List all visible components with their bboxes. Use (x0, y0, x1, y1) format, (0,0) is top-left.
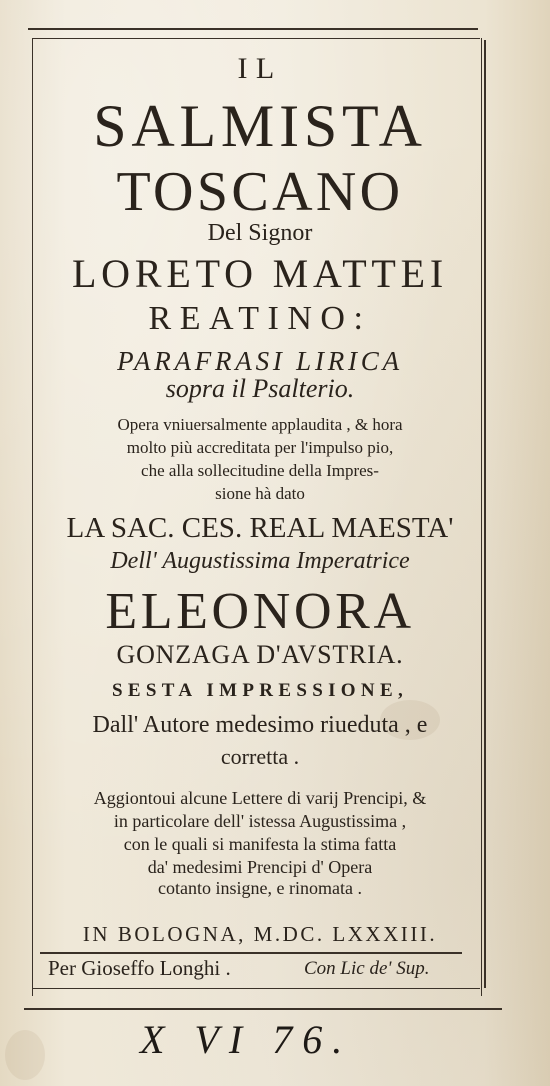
added-line: Aggiontoui alcune Lettere di varij Prencipi, & (93, 788, 427, 808)
edition-statement: SESTA IMPRESSIONE, (111, 680, 409, 701)
dedication-eleonora: ELEONORA (105, 583, 415, 640)
handwritten-shelfmark: X VI 76. (140, 1017, 353, 1062)
title-parafrasi: PARAFRASI LIRICA (117, 346, 403, 376)
revised-line: corretta . (220, 744, 300, 769)
imprint-rule (40, 952, 462, 954)
added-line: da' medesimi Prencipi d' Opera (147, 857, 373, 877)
dedication-dell: Dell' Augustissima Imperatrice (110, 548, 410, 574)
bottom-rule-inner (32, 988, 480, 989)
title-sopra: sopra il Psalterio. (165, 374, 355, 403)
title-author: LORETO MATTEI (71, 251, 449, 296)
outer-right-rule (484, 40, 486, 988)
paper-stain (5, 1030, 45, 1080)
description-line: sione hà dato (215, 484, 305, 503)
dedication-sac: LA SAC. CES. REAL MAESTA' (66, 512, 454, 544)
revised-line: Dall' Autore medesimo riueduta , e (92, 712, 428, 738)
title-del-signor: Del Signor (207, 220, 313, 246)
title-reatino: REATINO: (148, 300, 372, 337)
bottom-rule-outer (24, 1008, 502, 1010)
title-toscano: TOSCANO (116, 161, 404, 223)
description-line: molto più accreditata per l'impulso pio, (126, 438, 394, 457)
imprint-place: IN BOLOGNA, M.DC. LXXXIII. (82, 922, 438, 946)
added-line: con le quali si manifesta la stima fatta (123, 834, 397, 854)
description-line: che alla sollecitudine della Impres- (141, 461, 379, 480)
title-salmista: SALMISTA (93, 93, 427, 159)
added-line: cotanto insigne, e rinomata . (158, 878, 362, 898)
imprint-license: Con Lic de' Sup. (304, 958, 430, 979)
dedication-gonzaga: GONZAGA D'AVSTRIA. (116, 640, 404, 669)
imprint-printer: Per Gioseffo Longhi . (48, 956, 231, 980)
description-line: Opera vniuersalmente applaudita , & hora (117, 415, 403, 434)
added-line: in particolare dell' istessa Augustissima , (113, 811, 407, 831)
top-rule-outer (28, 28, 478, 30)
title-il: IL (237, 52, 283, 85)
